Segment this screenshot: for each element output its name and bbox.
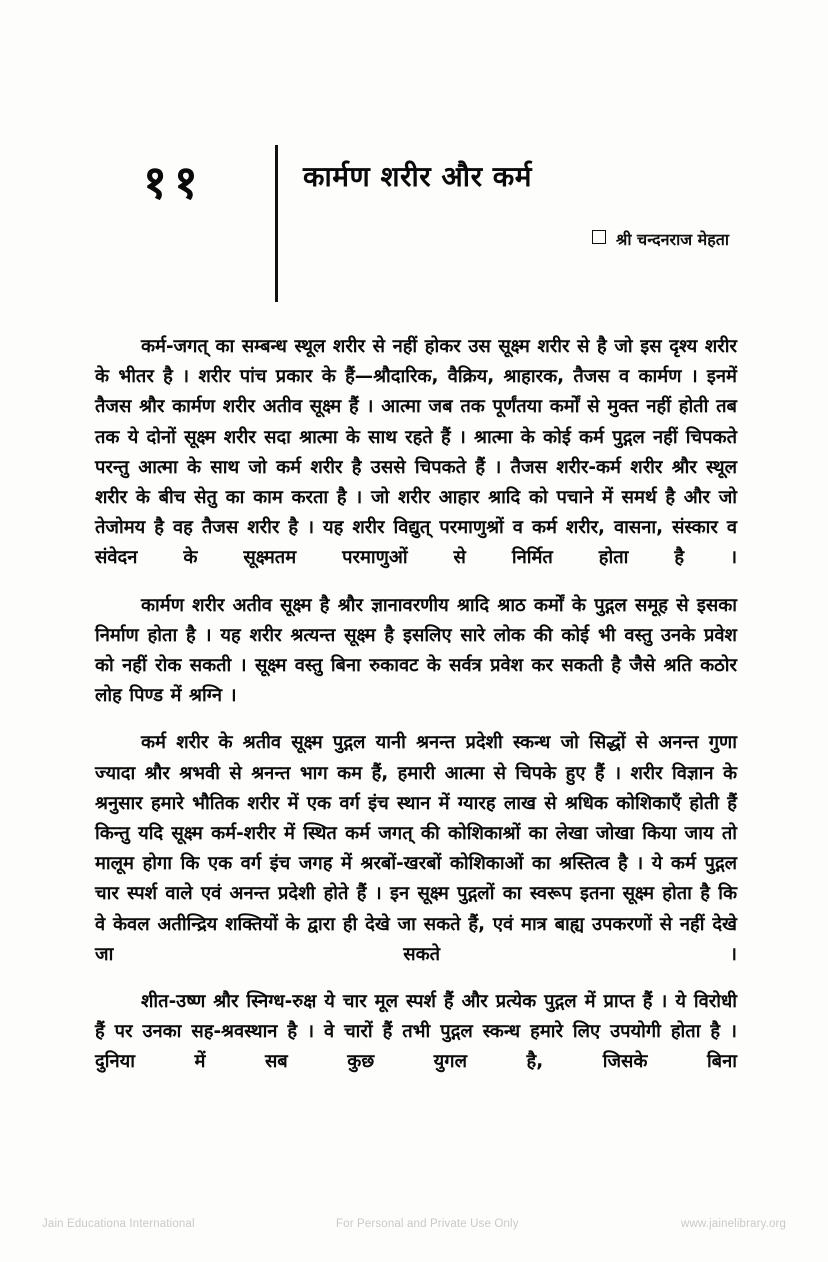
paragraph: कर्म-जगत् का सम्बन्ध स्थूल शरीर से नहीं होकर उस सूक्ष्म शरीर से है जो इस दृश्य शरीर के भीतर है । शरीर पांच प्रकार के हैं—श्रौदारिक, वैक्रिय, श्राहारक, तैजस व कार्मण । इनमें तैजस श्रौर कार्मण शरीर अतीव सूक्ष्म हैं । आत्मा जब तक पूर्णंतया कर्मों से मुक्त नहीं होती तब तक ये दोनों सूक्ष्म शरीर सदा श्रात्मा के साथ रहते हैं । श्रात्मा के कोई कर्म पुद्गल नहीं चिपकते परन्तु आत्मा के साथ जो कर्म शरीर है उससे चिपकते हैं । तैजस शरीर-कर्म शरीर श्रौर स्थूल शरीर के बीच सेतु का काम करता है । जो शरीर आहार श्रादि को पचाने में समर्थ है और जो तेजोमय है वह तैजस शरीर है । यह शरीर विद्युत् परमाणुश्रों व कर्म शरीर, वासना, संस्कार व संवेदन के सूक्ष्मतम परमाणुओं से निर्मित होता है ।	[95, 336, 737, 569]
title-block	[303, 159, 733, 250]
paragraph: कार्मण शरीर अतीव सूक्ष्म है श्रौर ज्ञानावरणीय श्रादि श्राठ कर्मों के पुद्गल समूह से इसका निर्माण होता है । यह शरीर श्रत्यन्त सूक्ष्म है इसलिए सारे लोक की कोई भी वस्तु उनके प्रवेश को नहीं रोक सकती । सूक्ष्म वस्तु बिना रुकावट के सर्वत्र प्रवेश कर सकती है जैसे श्रति कठोर लोह पिण्ड में श्रग्नि ।	[95, 594, 737, 707]
author-name: श्री चन्दनराज मेहता	[616, 230, 729, 249]
chapter-number: ११	[143, 155, 205, 209]
page-footer	[0, 1218, 828, 1238]
footer-organization: Jain Educationa International	[42, 1218, 195, 1230]
byline	[303, 228, 733, 250]
square-bullet-icon	[592, 230, 606, 244]
article-body	[95, 332, 737, 1078]
paragraph: शीत-उष्ण श्रौर स्निग्ध-रुक्ष ये चार मूल स्पर्श हैं और प्रत्येक पुद्गल में प्राप्त हैं । ये विरोधी हैं पर उनका सह-श्रवस्थान है । वे चारों हैं तभी पुद्गल स्कन्ध हमारे लिए उपयोगी होता है । दुनिया में सब कुछ युगल है, जिसके बिना	[95, 991, 737, 1073]
vertical-divider-rule	[275, 145, 278, 302]
footer-website: www.jainelibrary.org	[681, 1218, 787, 1230]
paragraph: कर्म शरीर के श्रतीव सूक्ष्म पुद्गल यानी श्रनन्त प्रदेशी स्कन्ध जो सिद्धों से अनन्त गुणा ज्यादा श्रौर श्रभवी से श्रनन्त भाग कम हैं, हमारी आत्मा से चिपके हुए हैं । शरीर विज्ञान के श्रनुसार हमारे भौतिक शरीर में एक वर्ग इंच स्थान में ग्यारह लाख से श्रधिक कोशिकाएँ होती हैं किन्तु यदि सूक्ष्म कर्म-शरीर में स्थित कर्म जगत् की कोशिकाश्रों का लेखा जोखा किया जाय तो मालूम होगा कि एक वर्ग इंच जगह में श्ररबों-खरबों कोशिकाओं का श्रस्तित्व है । ये कर्म पुद्गल चार स्पर्श वाले एवं अनन्त प्रदेशी होते हैं । इन सूक्ष्म पुद्गलों का स्वरूप इतना सूक्ष्म होता है कि वे केवल अतीन्द्रिय शक्तियों के द्वारा ही देखे जा सकते हैं, एवं मात्र बाह्य उपकरणों से नहीं देखे जा सकते ।	[95, 732, 737, 965]
chapter-header	[95, 145, 740, 305]
page-title: कार्मण शरीर और कर्म	[303, 160, 533, 193]
footer-usage-notice: For Personal and Private Use Only	[336, 1218, 519, 1230]
